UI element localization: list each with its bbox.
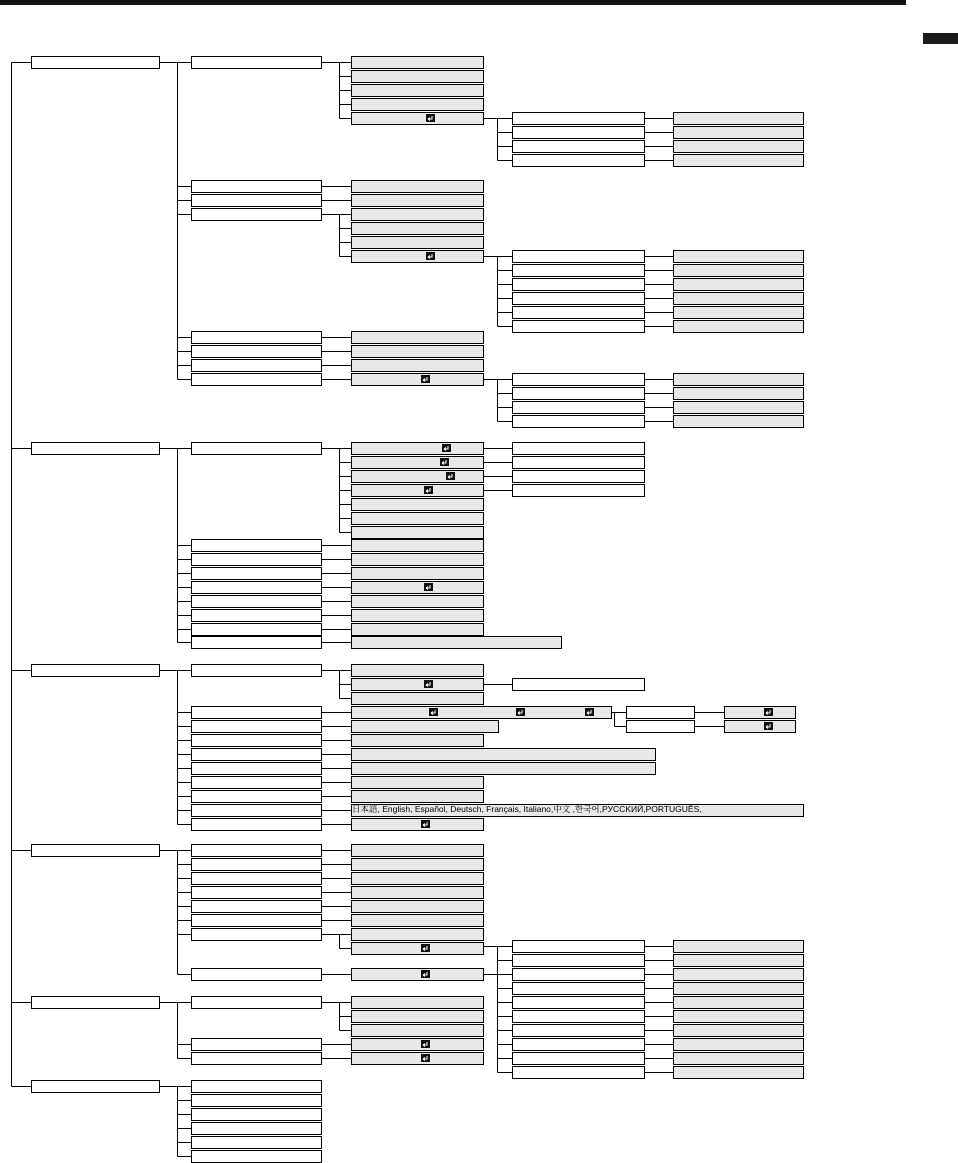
enter-key-icon xyxy=(421,1040,430,1048)
submenu-box xyxy=(513,374,645,386)
option-box xyxy=(674,1011,804,1023)
main-menu-box xyxy=(32,665,160,677)
submenu-box xyxy=(627,707,695,719)
submenu-box xyxy=(192,596,322,608)
option-box xyxy=(352,624,484,636)
option-box xyxy=(674,251,804,263)
submenu-box xyxy=(192,374,322,386)
main-menu-box xyxy=(32,443,160,455)
submenu-box xyxy=(513,1011,645,1023)
enter-key-icon xyxy=(424,583,433,591)
submenu-box xyxy=(513,307,645,319)
submenu-box xyxy=(192,1081,322,1093)
submenu-box xyxy=(192,721,322,733)
submenu-box xyxy=(513,265,645,277)
submenu-box xyxy=(192,665,322,677)
option-box xyxy=(674,127,804,139)
submenu-box xyxy=(513,969,645,981)
option-box xyxy=(674,402,804,414)
option-box xyxy=(352,113,484,125)
enter-key-icon xyxy=(421,1054,430,1062)
option-box xyxy=(674,155,804,167)
option-box xyxy=(352,997,484,1009)
enter-key-icon xyxy=(426,114,435,122)
enter-key-icon xyxy=(516,708,525,716)
option-box xyxy=(352,596,484,608)
submenu-box xyxy=(192,332,322,344)
submenu-box xyxy=(192,901,322,913)
option-box xyxy=(352,499,484,511)
option-box xyxy=(352,969,484,981)
option-box xyxy=(352,374,484,386)
submenu-box xyxy=(513,127,645,139)
option-box xyxy=(352,665,484,677)
submenu-box xyxy=(192,1123,322,1135)
main-menu-box xyxy=(32,57,160,69)
option-box xyxy=(352,929,484,941)
option-box xyxy=(674,955,804,967)
option-box xyxy=(352,71,484,83)
option-box xyxy=(674,113,804,125)
submenu-box xyxy=(513,279,645,291)
submenu-box xyxy=(192,805,322,817)
main-menu-box xyxy=(32,997,160,1009)
option-box xyxy=(674,1053,804,1065)
option-box xyxy=(352,915,484,927)
submenu-box xyxy=(513,997,645,1009)
option-box xyxy=(352,237,484,249)
option-box xyxy=(725,721,796,733)
submenu-box xyxy=(192,845,322,857)
submenu-box xyxy=(192,209,322,221)
submenu-box xyxy=(192,568,322,580)
option-box xyxy=(352,735,484,747)
option-box xyxy=(674,983,804,995)
enter-key-icon xyxy=(440,458,449,466)
option-box xyxy=(674,941,804,953)
submenu-box xyxy=(513,983,645,995)
submenu-box xyxy=(192,554,322,566)
submenu-box xyxy=(192,915,322,927)
submenu-box xyxy=(192,1137,322,1149)
submenu-box xyxy=(192,57,322,69)
tree-boxes xyxy=(32,57,804,1163)
enter-key-icon xyxy=(446,472,455,480)
submenu-box xyxy=(513,293,645,305)
enter-key-icon xyxy=(421,970,430,978)
submenu-box xyxy=(513,471,645,483)
option-box xyxy=(352,819,484,831)
submenu-box xyxy=(192,735,322,747)
submenu-box xyxy=(513,443,645,455)
enter-key-icon xyxy=(585,708,594,716)
option-box xyxy=(674,388,804,400)
submenu-box xyxy=(192,624,322,636)
submenu-box xyxy=(513,1025,645,1037)
option-box xyxy=(352,513,484,525)
option-box xyxy=(352,1025,484,1037)
option-box xyxy=(674,1067,804,1079)
submenu-box xyxy=(513,155,645,167)
language-options-text: 日本語, English, Español, Deutsch, Français, Italiano,中文 ,한국어,PУCCKИЙ,PORTUGUÊS, xyxy=(352,804,702,814)
option-box xyxy=(352,610,484,622)
option-box xyxy=(352,223,484,235)
option-box xyxy=(674,997,804,1009)
enter-key-icon xyxy=(421,375,430,383)
enter-key-icon xyxy=(764,722,773,730)
submenu-box xyxy=(192,582,322,594)
option-box xyxy=(352,346,484,358)
option-box xyxy=(352,845,484,857)
submenu-box xyxy=(192,195,322,207)
option-box xyxy=(352,582,484,594)
submenu-box xyxy=(192,1095,322,1107)
enter-key-icon xyxy=(421,944,430,952)
submenu-box xyxy=(513,457,645,469)
submenu-box xyxy=(513,955,645,967)
enter-key-icon xyxy=(442,444,451,452)
option-box xyxy=(674,374,804,386)
option-box xyxy=(352,859,484,871)
submenu-box xyxy=(513,251,645,263)
option-box xyxy=(352,721,499,733)
submenu-box xyxy=(513,1053,645,1065)
option-box xyxy=(352,887,484,899)
option-box-wide xyxy=(352,763,656,775)
option-box xyxy=(352,527,484,539)
submenu-box xyxy=(192,777,322,789)
option-box xyxy=(674,1025,804,1037)
submenu-box xyxy=(192,859,322,871)
submenu-box xyxy=(192,443,322,455)
submenu-box xyxy=(513,113,645,125)
submenu-box xyxy=(513,141,645,153)
option-box xyxy=(352,457,484,469)
option-box xyxy=(352,777,484,789)
option-box xyxy=(352,57,484,69)
submenu-box xyxy=(513,1039,645,1051)
option-box xyxy=(352,332,484,344)
option-box xyxy=(352,873,484,885)
submenu-box xyxy=(192,1039,322,1051)
option-box xyxy=(352,99,484,111)
enter-key-icon xyxy=(764,708,773,716)
option-box-wide xyxy=(352,707,612,719)
option-box xyxy=(352,209,484,221)
option-box xyxy=(352,195,484,207)
submenu-box xyxy=(192,929,322,941)
submenu-box xyxy=(192,360,322,372)
submenu-box xyxy=(192,637,322,649)
option-box xyxy=(352,251,484,263)
enter-key-icon xyxy=(429,708,438,716)
submenu-box xyxy=(513,388,645,400)
submenu-box xyxy=(513,402,645,414)
option-box xyxy=(352,485,484,497)
submenu-box xyxy=(513,679,645,691)
submenu-box xyxy=(513,321,645,333)
submenu-box xyxy=(192,707,322,719)
submenu-box xyxy=(513,1067,645,1079)
option-box xyxy=(352,568,484,580)
option-box xyxy=(352,540,484,552)
submenu-box xyxy=(627,721,695,733)
option-box xyxy=(352,943,484,955)
submenu-box xyxy=(192,969,322,981)
option-box xyxy=(352,1053,484,1065)
option-box-wide xyxy=(352,749,656,761)
option-box xyxy=(352,1011,484,1023)
submenu-box xyxy=(192,610,322,622)
option-box xyxy=(674,416,804,428)
submenu-box xyxy=(192,346,322,358)
option-box xyxy=(352,443,484,455)
option-box xyxy=(674,293,804,305)
submenu-box xyxy=(513,941,645,953)
submenu-box xyxy=(192,540,322,552)
submenu-box xyxy=(192,749,322,761)
submenu-box xyxy=(192,997,322,1009)
main-menu-box xyxy=(32,1081,160,1093)
option-box xyxy=(725,707,796,719)
option-box xyxy=(674,969,804,981)
enter-key-icon xyxy=(421,820,430,828)
option-box xyxy=(674,141,804,153)
submenu-box xyxy=(513,416,645,428)
submenu-box xyxy=(192,1109,322,1121)
submenu-box xyxy=(192,1151,322,1163)
option-box xyxy=(352,181,484,193)
submenu-box xyxy=(192,887,322,899)
submenu-box xyxy=(192,1053,322,1065)
submenu-box xyxy=(513,485,645,497)
option-box xyxy=(674,265,804,277)
option-box xyxy=(674,307,804,319)
enter-key-icon xyxy=(424,486,433,494)
option-box xyxy=(674,321,804,333)
option-box xyxy=(352,693,484,705)
option-box xyxy=(352,679,484,691)
option-box xyxy=(352,85,484,97)
option-box xyxy=(674,1039,804,1051)
enter-key-icon xyxy=(424,680,433,688)
option-box xyxy=(352,360,484,372)
submenu-box xyxy=(192,763,322,775)
option-box xyxy=(352,554,484,566)
option-box xyxy=(674,279,804,291)
submenu-box xyxy=(192,791,322,803)
submenu-box xyxy=(192,181,322,193)
enter-key-icon xyxy=(426,252,435,260)
option-box xyxy=(352,471,484,483)
option-box-wide xyxy=(352,637,562,649)
option-box xyxy=(352,1039,484,1051)
submenu-box xyxy=(192,873,322,885)
main-menu-box xyxy=(32,845,160,857)
submenu-box xyxy=(192,819,322,831)
option-box xyxy=(352,791,484,803)
option-box xyxy=(352,901,484,913)
